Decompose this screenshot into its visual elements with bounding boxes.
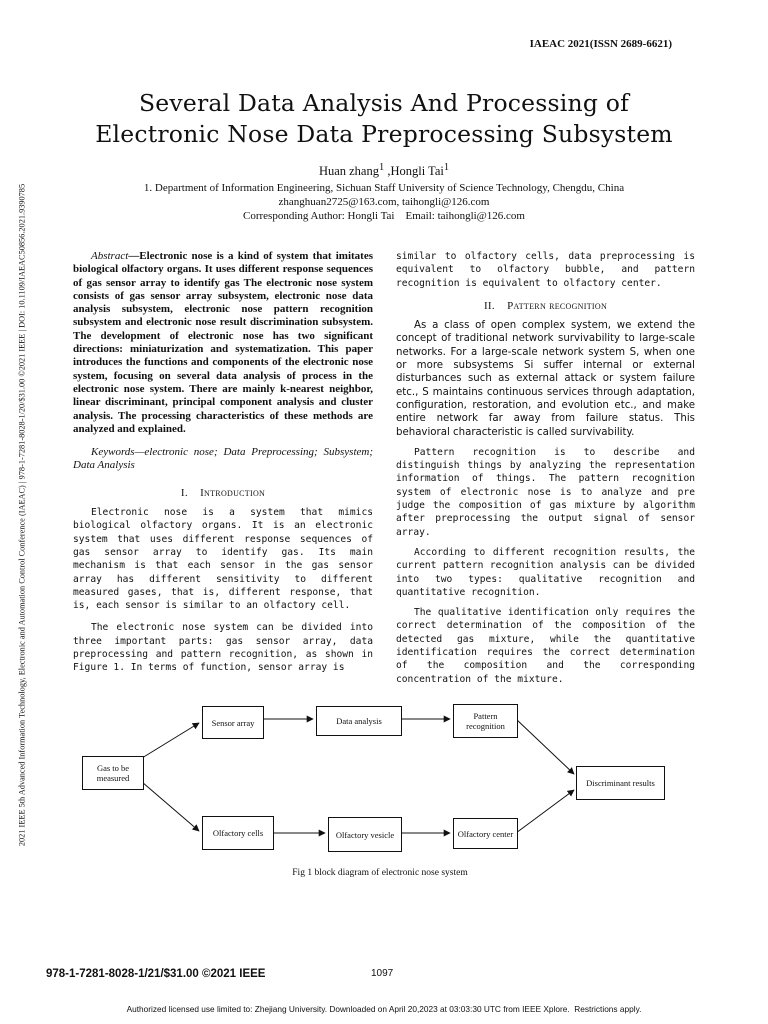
box-pattern-recognition: Pattern recognition [453,704,518,738]
box-olfactory-vesicle: Olfactory vesicle [328,817,402,852]
title-line-2: Electronic Nose Data Preprocessing Subsystem [95,120,673,148]
arrow-gas-to-olfactory-cells [142,782,199,831]
right-column [396,250,695,693]
box-gas-to-be-measured: Gas to be measured [82,756,144,790]
affiliation: 1. Department of Information Engineering, Sichuan Staff University of Science Technology, Chengdu, China [143,182,625,194]
box-discriminant-results: Discriminant results [576,766,665,800]
side-citation-strip [14,120,30,910]
footer-page-number: 1097 [371,968,394,979]
author-1-sup: 1 [378,162,385,173]
box-data-analysis: Data analysis [316,706,402,736]
abstract-label: Abstract [91,250,129,262]
pattern-paragraph-4: The qualitative identification only requires the correct determination of the composition of the detected gas mixture, while the quantitative identification requires the correct determination of the composition and the corresponding concentration of the mixture. [396,607,695,685]
emails: zhanghuan2725@163.com, taihongli@126.com [278,196,490,208]
figure-caption: Fig 1 block diagram of electronic nose system [292,868,468,878]
author-1: Huan zhang [318,164,379,179]
keywords-text: electronic nose; Data Preprocessing; Subsystem; Data Analysis [73,446,373,472]
pattern-title: Pattern recognition [507,299,608,312]
intro-number: I. [180,486,188,499]
abstract [73,250,373,436]
author-2: Hongli Tai [390,164,444,179]
arrow-pattern-to-results [516,719,574,774]
left-column [73,250,373,682]
conference-id: IAEAC 2021(ISSN 2689-6621) [529,38,672,50]
footer-isbn: 978-1-7281-8028-1/21/$31.00 ©2021 IEEE [46,968,266,980]
authors [60,162,708,179]
paper-title [60,88,708,150]
keywords-label: Keywords— [91,446,145,459]
pattern-paragraph-1: As a class of open complex system, we extend the concept of traditional network survivability to large-scale networks. For a large-scale network system S, when one or more subsystems Si suffer internal or external disturbances such as external attack or system failure etc., S maintains continuous services through adaptation, configuration, restoration, and evolution etc., and make entire network far away from failure status. This behavioral characteristic is called survivability. [396,320,695,438]
box-sensor-array: Sensor array [202,706,264,739]
abstract-text: Electronic nose is a kind of system that imitates biological olfactory organs. It uses different response sequences of gas sensor array to identify gas The electronic nose system consists of gas sensor array subsystem, electronic nose data analysis subsystem, electronic nose pattern recognition subsystem and electronic nose result discrimination subsystem. The development of electronic nose has two significant directions: miniaturization and systematization. This paper introduces the functions and components of the electronic nose system, focusing on several data analysis of process in the electronic nose system. There are mainly k-nearest neighbor, linear discriminant, principal component analysis and cluster analysis. The processing characteristics of these methods are analyzed and explained. [73,250,373,435]
side-citation: 2021 IEEE 5th Advanced Information Technology, Electronic and Automation Control Conference (IAEAC) | 978-1-7281-8028-1/20/$31.00 ©2021 IEEE | DOI: 10.1109/IAEAC50856.2021.9390785 [17,183,27,847]
intro-continuation: similar to olfactory cells, data preprocessing is equivalent to olfactory bubble, and pattern recognition is equivalent to olfactory center. [396,251,695,289]
corresponding-author: Corresponding Author: Hongli Tai Email: taihongli@126.com [243,210,525,222]
box-olfactory-cells: Olfactory cells [202,816,274,850]
intro-paragraph-2: The electronic nose system can be divided into three important parts: gas sensor array, data preprocessing and pattern recognition, as shown in Figure 1. In terms of function, sensor array is [73,622,373,674]
footer-authorized-use: Authorized licensed use limited to: Zhejiang University. Downloaded on April 20,2023 at 03:03:30 UTC from IEEE Xplore. Restrictions apply. [126,1004,642,1014]
figure-block-diagram [60,698,700,868]
author-separator: , [384,164,391,179]
author-2-sup: 1 [443,162,450,173]
title-line-1: Several Data Analysis And Processing of [138,89,630,117]
section-heading-pattern [396,300,695,313]
box-olfactory-center: Olfactory center [453,818,518,849]
pattern-paragraph-3: According to different recognition results, the current pattern recognition analysis can be divided into two types: qualitative recognition and quantitative recognition. [396,546,695,598]
affiliation-block [60,181,708,223]
intro-title: Introduction [200,486,266,499]
intro-paragraph-1: Electronic nose is a system that mimics biological olfactory organs. It is an electronic system that uses different response sequences of gas sensor array to identify gas. Its main mechanism is that each sensor in the gas sensor array has different sensitivity to different measured gases, that is, different response, that is, each sensor is similar to an olfactory cell. [73,507,373,612]
section-heading-introduction [73,487,373,500]
arrow-gas-to-sensor [142,723,199,758]
abstract-dash: — [128,250,140,262]
pattern-paragraph-2: Pattern recognition is to describe and distinguish things by analyzing the representation information of things. The pattern recognition system of electronic nose is to analyze and pre judge the composition of gas mixture by algorithm after preprocessing the output signal of sensor array. [396,446,695,538]
keywords [73,446,373,473]
pattern-number: II. [483,299,495,312]
arrow-center-to-results [516,790,574,833]
